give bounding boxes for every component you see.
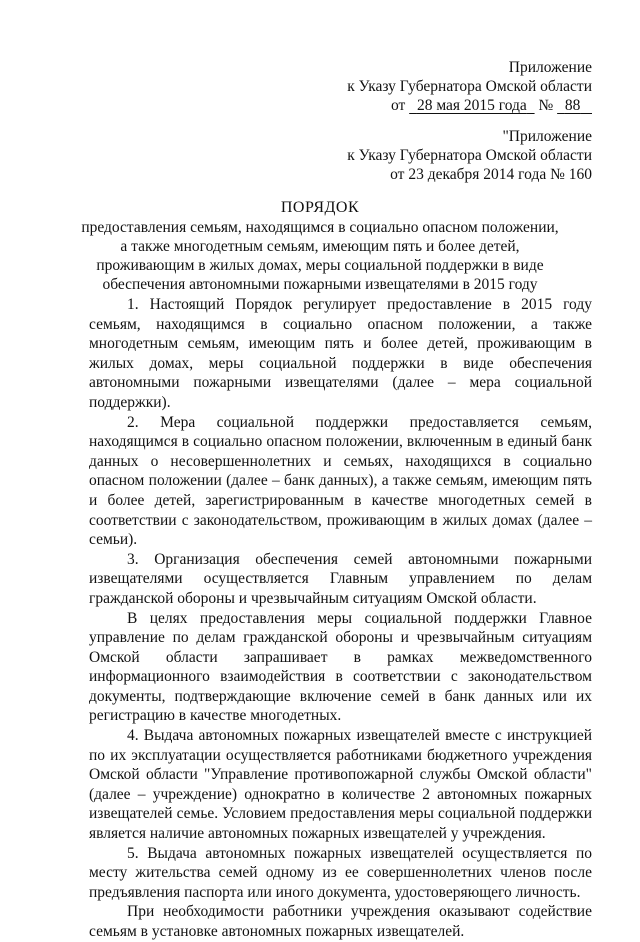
paragraph-3-continued: В целях предоставления меры социальной поддержки Главное управление по делам гражданской обороны и чрезвычайным ситуациям Омской области запрашивает в рамках межведомственного информационного взаимодействия в соответствии с законодательством документы, подтверждающие включение семей в банк данных или их регистрацию в качестве многодетных. [89, 609, 592, 725]
document-title: ПОРЯДОК [280, 199, 360, 216]
original-decree-ref: к Указу Губернатора Омской области [347, 147, 592, 164]
from-label: от [390, 97, 406, 114]
paragraph-4: 4. Выдача автономных пожарных извещателей вместе с инструкцией по их эксплуатации осуществляется работниками бюджетного учреждения Омской области "Управление противопожарной службы Омской области" (далее – учреждение) однократно в количестве 2 автономных пожарных извещателей семье. Условием предоставления меры социальной поддержки является наличие автономных пожарных извещателей у учреждения. [89, 727, 592, 843]
appendix-header [347, 58, 592, 115]
original-appendix-header [347, 127, 592, 184]
paragraph-5-continued: При необходимости работники учреждения оказывают содействие семьям в установке автономных пожарных извещателей. [89, 903, 592, 940]
paragraph-1: 1. Настоящий Порядок регулирует предоставление в 2015 году семьям, находящимся в социально опасном положении, а также многодетным семьям, имеющим пять и более детей, проживающим в жилых домах, меры социальной поддержки в виде обеспечения автономными пожарными извещателями (далее – мера социальной поддержки). [89, 296, 592, 411]
paragraph-5: 5. Выдача автономных пожарных извещателей осуществляется по месту жительства семей одному из ее совершеннолетних членов после предъявления паспорта или иного документа, удостоверяющего личность. [89, 844, 592, 901]
original-decree-date: от 23 декабря 2014 года № 160 [390, 166, 592, 183]
paragraph-3: 3. Организация обеспечения семей автономными пожарными извещателями осуществляется Главным управлением по делам гражданской обороны и чрезвычайным ситуациям Омской области. [89, 550, 592, 607]
number-label: № [538, 97, 554, 114]
paragraph-2: 2. Мера социальной поддержки предоставляется семьям, находящимся в социально опасном положении, включенным в единый банк данных о несовершеннолетних и семьях, находящихся в социально опасном положении (далее – банк данных), а также семьям, имеющим пять и более детей, зарегистрированным в качестве многодетных семей в соответствии с законодательством, проживающим в жилых домах (далее – семьи). [89, 413, 592, 549]
document-body [89, 295, 592, 942]
original-appendix-label: "Приложение [502, 128, 592, 145]
document-subtitle: предоставления семьям, находящимся в социально опасном положении, а также многодетным семьям, имеющим пять и более детей, проживающим в жилых домах, меры социальной поддержки в виде обеспечения автономными пожарными извещателями в 2015 году [81, 219, 559, 293]
decree-date: 28 мая 2015 года [416, 97, 527, 114]
appendix-date-line [347, 96, 592, 115]
decree-number: 88 [564, 97, 581, 114]
appendix-label: Приложение [508, 59, 592, 76]
appendix-decree-ref: к Указу Губернатора Омской области [347, 78, 592, 95]
